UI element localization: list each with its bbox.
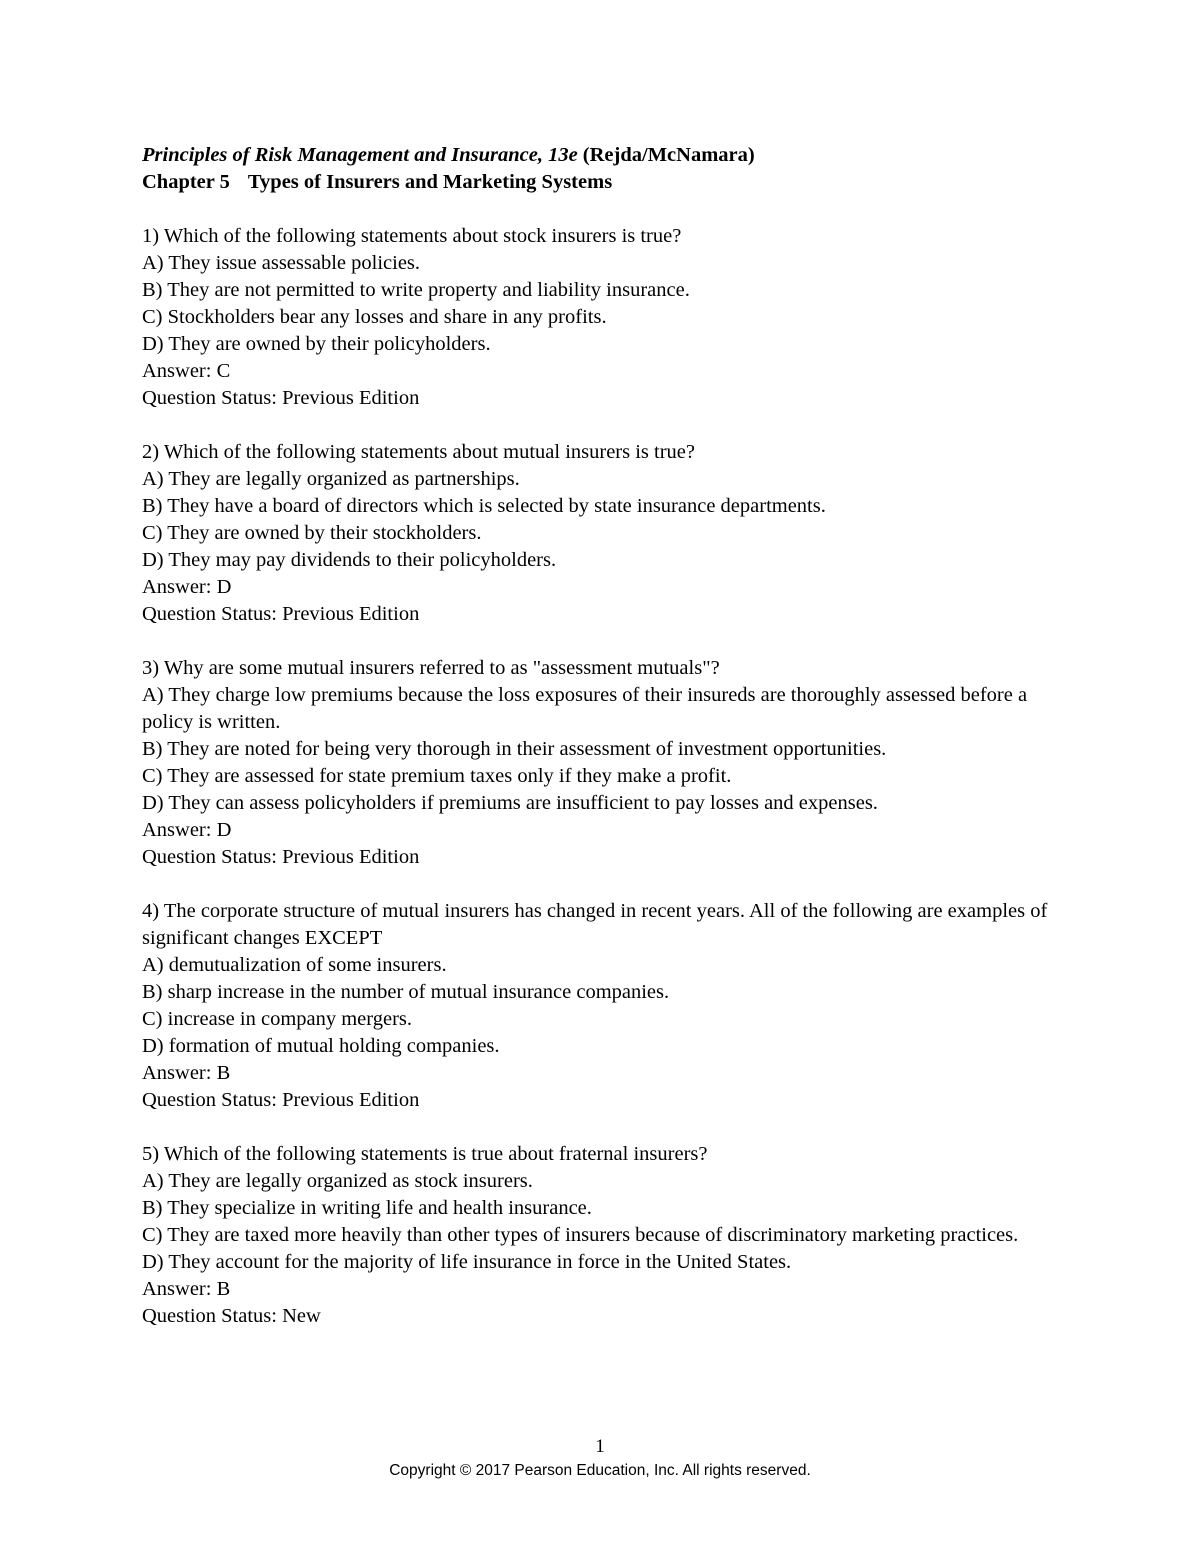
answer-option: A) demutualization of some insurers. bbox=[142, 954, 447, 976]
page-number: 1 bbox=[595, 1436, 605, 1457]
answer-option: B) They have a board of directors which is selected by state insurance departments. bbox=[142, 495, 826, 517]
answer-option: B) They are noted for being very thorough in their assessment of investment opportunities. bbox=[142, 738, 887, 760]
answer-option: C) increase in company mergers. bbox=[142, 1008, 413, 1030]
book-authors: (Rejda/McNamara) bbox=[582, 144, 755, 166]
answer-option: A) They issue assessable policies. bbox=[142, 252, 421, 274]
answer-option: B) They are not permitted to write property and liability insurance. bbox=[142, 279, 690, 301]
answer-option: C) Stockholders bear any losses and share in any profits. bbox=[142, 306, 607, 328]
question-2 bbox=[142, 439, 1072, 628]
answer-key: Answer: B bbox=[142, 1062, 231, 1084]
answer-key: Answer: D bbox=[142, 819, 232, 841]
question-status: Question Status: Previous Edition bbox=[142, 1089, 420, 1111]
answer-option: D) They account for the majority of life insurance in force in the United States. bbox=[142, 1251, 792, 1273]
answer-option: B) They specialize in writing life and health insurance. bbox=[142, 1197, 592, 1219]
answer-option: A) They are legally organized as partnerships. bbox=[142, 468, 520, 490]
question-1 bbox=[142, 223, 1072, 412]
answer-option: B) sharp increase in the number of mutual insurance companies. bbox=[142, 981, 670, 1003]
answer-option: C) They are assessed for state premium taxes only if they make a profit. bbox=[142, 765, 732, 787]
question-3 bbox=[142, 655, 1072, 871]
question-status: Question Status: New bbox=[142, 1305, 321, 1327]
question-stem: 4) The corporate structure of mutual insurers has changed in recent years. All of the following are examples of significant changes EXCEPT bbox=[142, 900, 1048, 949]
chapter-label: Chapter 5 bbox=[142, 171, 230, 193]
answer-option: D) formation of mutual holding companies. bbox=[142, 1035, 500, 1057]
answer-key: Answer: D bbox=[142, 576, 232, 598]
answer-key: Answer: B bbox=[142, 1278, 231, 1300]
answer-option: D) They can assess policyholders if premiums are insufficient to pay losses and expenses. bbox=[142, 792, 878, 814]
copyright-notice: Copyright © 2017 Pearson Education, Inc. All rights reserved. bbox=[389, 1462, 811, 1479]
answer-option: C) They are taxed more heavily than other types of insurers because of discriminatory marketing practices. bbox=[142, 1224, 1019, 1246]
question-4 bbox=[142, 898, 1072, 1114]
question-stem: 1) Which of the following statements about stock insurers is true? bbox=[142, 225, 682, 247]
answer-option: D) They may pay dividends to their policyholders. bbox=[142, 549, 557, 571]
answer-option: D) They are owned by their policyholders. bbox=[142, 333, 491, 355]
chapter-title: Types of Insurers and Marketing Systems bbox=[247, 171, 613, 193]
book-title: Principles of Risk Management and Insurance, 13e bbox=[142, 144, 578, 166]
question-status: Question Status: Previous Edition bbox=[142, 846, 420, 868]
book-title-line bbox=[142, 142, 1072, 169]
question-stem: 2) Which of the following statements about mutual insurers is true? bbox=[142, 441, 695, 463]
question-stem: 5) Which of the following statements is true about fraternal insurers? bbox=[142, 1143, 708, 1165]
answer-option: A) They are legally organized as stock insurers. bbox=[142, 1170, 533, 1192]
question-stem: 3) Why are some mutual insurers referred to as "assessment mutuals"? bbox=[142, 657, 720, 679]
answer-key: Answer: C bbox=[142, 360, 231, 382]
answer-option: A) They charge low premiums because the loss exposures of their insureds are thoroughly assessed before a policy is written. bbox=[142, 684, 1028, 733]
page-content bbox=[142, 142, 1072, 1357]
question-5 bbox=[142, 1141, 1072, 1330]
question-status: Question Status: Previous Edition bbox=[142, 603, 420, 625]
question-status: Question Status: Previous Edition bbox=[142, 387, 420, 409]
answer-option: C) They are owned by their stockholders. bbox=[142, 522, 482, 544]
chapter-heading bbox=[142, 169, 1072, 196]
